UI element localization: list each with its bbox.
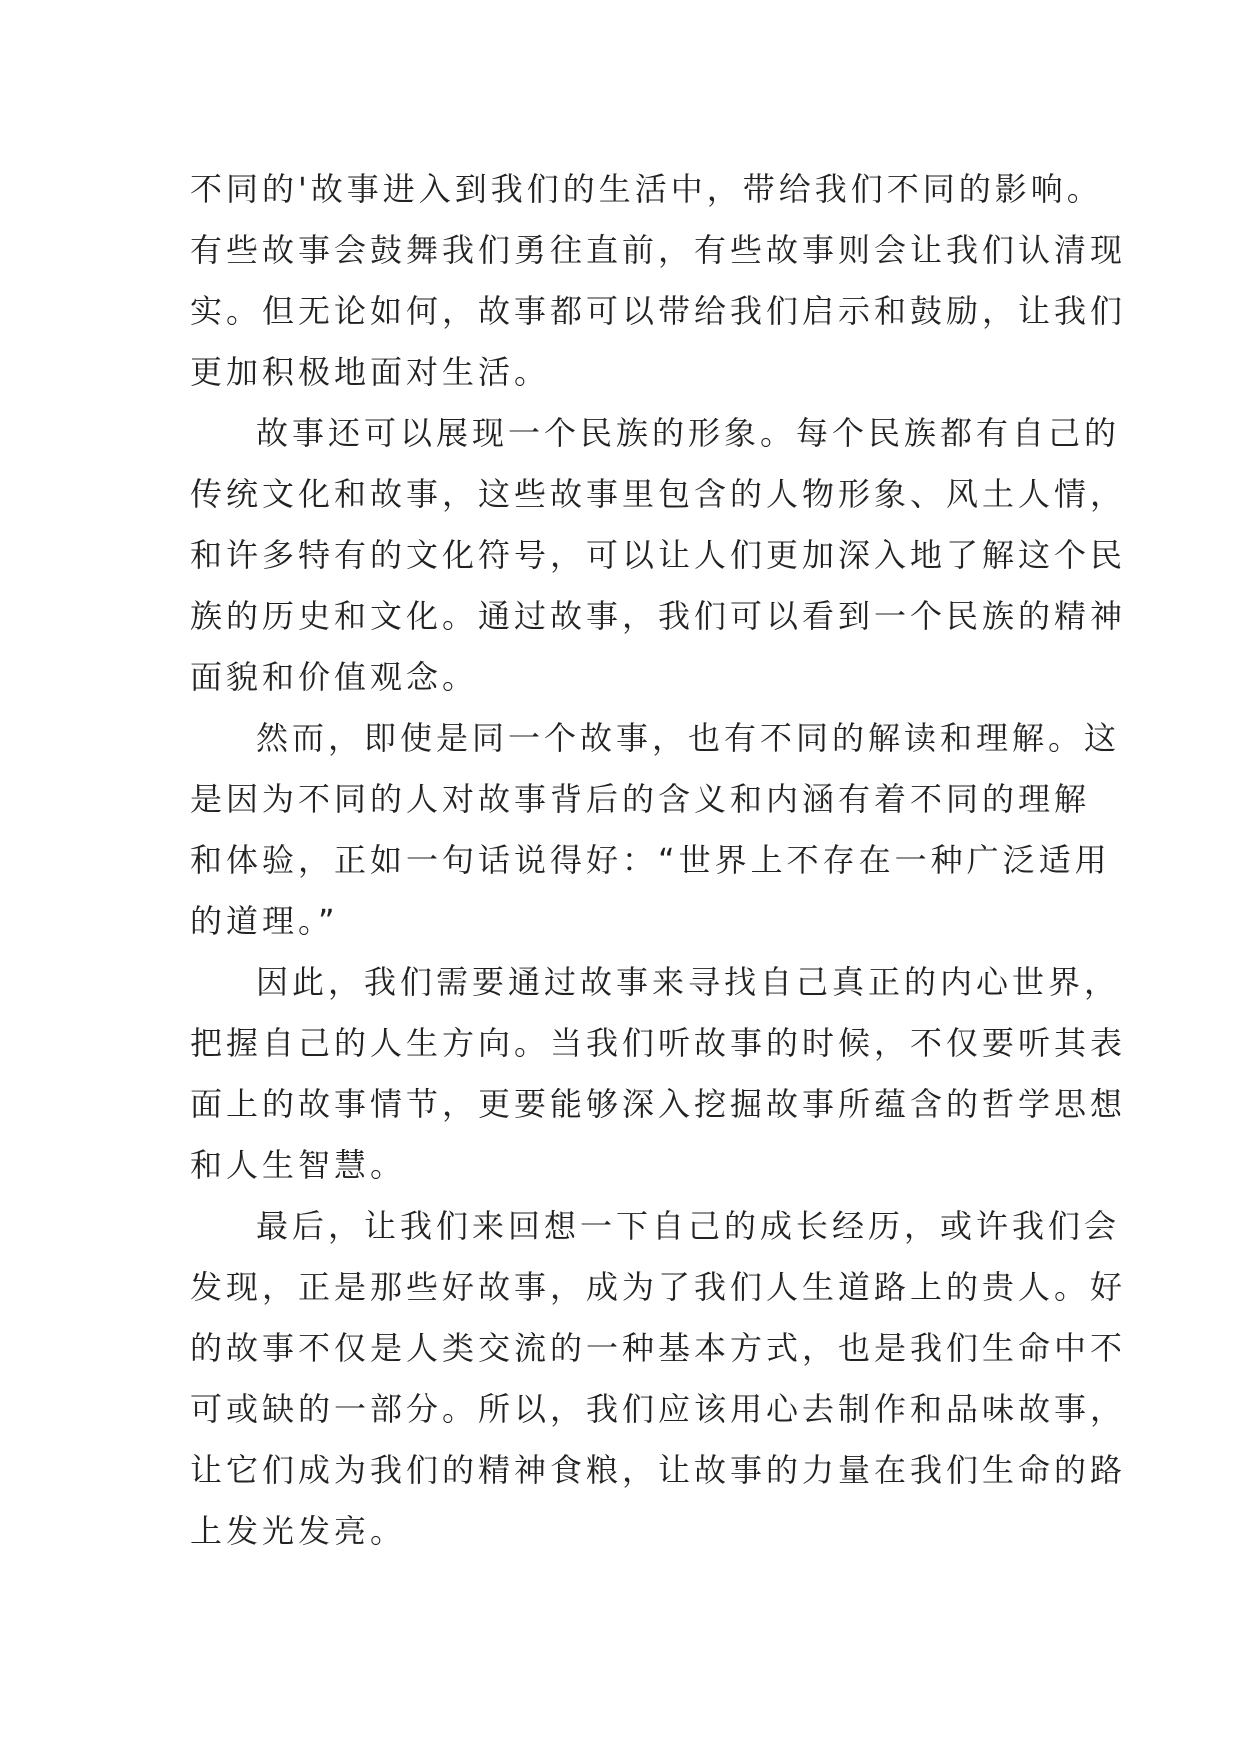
text-line: 的故事不仅是人类交流的一种基本方式，也是我们生命中不: [190, 1329, 1127, 1367]
text-line: 把握自己的人生方向。当我们听故事的时候，不仅要听其表: [190, 1024, 1127, 1062]
text-line: 让它们成为我们的精神食粮，让故事的力量在我们生命的路: [190, 1451, 1127, 1489]
text-line: 面上的故事情节，更要能够深入挖掘故事所蕴含的哲学思想: [190, 1085, 1127, 1123]
paragraph: [190, 1196, 1127, 1562]
text-line: 最后，让我们来回想一下自己的成长经历，或许我们会: [256, 1207, 1121, 1245]
text-line: 的道理。”: [190, 902, 339, 940]
text-line: 然而，即使是同一个故事，也有不同的解读和理解。这: [256, 719, 1121, 757]
text-line: 发现，正是那些好故事，成为了我们人生道路上的贵人。好: [190, 1268, 1127, 1306]
text-line: 族的历史和文化。通过故事，我们可以看到一个民族的精神: [190, 597, 1127, 635]
text-line: 有些故事会鼓舞我们勇往直前，有些故事则会让我们认清现: [190, 231, 1127, 269]
document-body: [190, 159, 1127, 1562]
text-line: 实。但无论如何，故事都可以带给我们启示和鼓励，让我们: [190, 292, 1127, 330]
text-line: 可或缺的一部分。所以，我们应该用心去制作和品味故事，: [190, 1390, 1127, 1428]
paragraph: [190, 403, 1127, 708]
text-line: 故事还可以展现一个民族的形象。每个民族都有自己的: [256, 414, 1121, 452]
paragraph: [190, 708, 1121, 952]
text-line: 和许多特有的文化符号，可以让人们更加深入地了解这个民: [190, 536, 1127, 574]
paragraph: [190, 159, 1127, 403]
text-line: 面貌和价值观念。: [190, 658, 479, 696]
text-line: 更加积极地面对生活。: [190, 353, 551, 391]
text-line: 上发光发亮。: [190, 1512, 407, 1550]
paragraph: [190, 952, 1127, 1196]
text-line: 和体验，正如一句话说得好：“世界上不存在一种广泛适用: [190, 841, 1111, 879]
text-line: 因此，我们需要通过故事来寻找自己真正的内心世界，: [256, 963, 1121, 1001]
text-line: 和人生智慧。: [190, 1146, 407, 1184]
text-line: 是因为不同的人对故事背后的含义和内涵有着不同的理解: [190, 780, 1091, 818]
text-line: 传统文化和故事，这些故事里包含的人物形象、风土人情，: [190, 475, 1127, 513]
text-line: 不同的'故事进入到我们的生活中，带给我们不同的影响。: [190, 170, 1103, 208]
